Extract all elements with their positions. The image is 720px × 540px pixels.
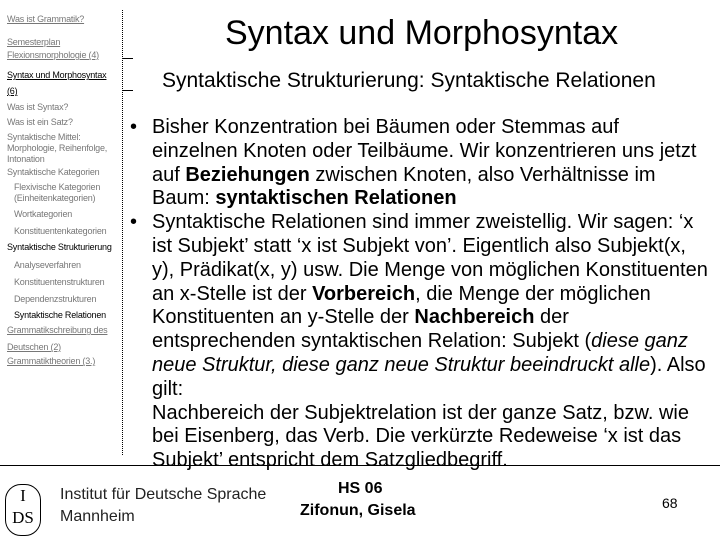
divider — [123, 90, 133, 91]
sidebar-item[interactable]: Was ist Grammatik? — [7, 14, 85, 24]
text-segment: der — [534, 306, 569, 329]
text-segment: Nachbereich der Subjektrelation ist der ganze Satz, bzw. wie — [152, 401, 689, 424]
body-line — [130, 378, 715, 402]
page-number: 68 — [662, 495, 678, 511]
text-segment: entsprechenden syntaktischen Relation: Subjekt ( — [152, 330, 592, 353]
sidebar-item[interactable]: Intonation — [7, 154, 45, 164]
sidebar-item[interactable]: Semesterplan — [7, 37, 61, 47]
sidebar-item[interactable]: Dependenzstrukturen — [14, 294, 97, 304]
sidebar-item[interactable]: Konstituentenkategorien — [14, 226, 107, 236]
sidebar-item[interactable]: Syntaktische Strukturierung — [7, 242, 112, 252]
sidebar-item[interactable]: Syntaktische Relationen — [14, 310, 106, 320]
text-segment: Baum: — [152, 187, 216, 210]
body-line — [130, 187, 715, 211]
sidebar-item[interactable]: Syntaktische Mittel: — [7, 132, 81, 142]
body-line — [130, 354, 715, 378]
sidebar-item[interactable]: Grammatiktheorien (3.) — [7, 356, 96, 366]
text-segment: zwischen Knoten, also Verhältnisse im — [309, 163, 656, 186]
text-segment: syntaktischen Relationen — [215, 187, 457, 210]
body-line — [130, 449, 715, 473]
city-label: Mannheim — [60, 508, 135, 525]
sidebar-item[interactable]: (6) — [7, 86, 18, 96]
sidebar-item[interactable]: Was ist ein Satz? — [7, 117, 73, 127]
sidebar-divider — [122, 10, 123, 455]
sidebar-item[interactable]: Flexivische Kategorien — [14, 182, 101, 192]
text-segment: Subjekt’ entspricht dem Satzgliedbegriff. — [152, 449, 508, 472]
sidebar-item[interactable]: Morphologie, Reihenfolge, — [7, 143, 108, 153]
text-segment: gilt: — [152, 377, 184, 400]
body-line — [130, 402, 715, 426]
author-label: Zifonun, Gisela — [300, 502, 416, 519]
body-line — [130, 259, 715, 283]
body-line — [130, 306, 715, 330]
text-segment: , die Menge der möglichen — [415, 282, 651, 305]
body-line — [130, 330, 715, 354]
bullet-icon: • — [130, 116, 138, 138]
text-segment: Nachbereich — [414, 306, 535, 329]
text-segment: ist Subjekt’ statt ‘x ist Subjekt von’. Eigentlich also Subjekt(x, — [152, 234, 686, 257]
text-segment: einzelnen Knoten oder Teilbäume. Wir konzentrieren uns jetzt — [152, 139, 697, 162]
institute-name — [60, 484, 266, 528]
body-line — [130, 164, 715, 188]
body-line — [130, 283, 715, 307]
divider — [123, 58, 133, 59]
institute-label: Institut für Deutsche Sprache — [60, 486, 267, 503]
text-segment: neue Struktur, diese ganz neue Struktur beeindruckt alle — [152, 353, 651, 376]
text-segment: an x-Stelle ist der — [152, 282, 313, 305]
text-segment: y), Prädikat(x, y) usw. Die Menge von möglichen Konstituenten — [152, 258, 708, 281]
text-segment: Bisher Konzentration bei Bäumen oder Stemmas auf — [152, 116, 619, 138]
sidebar-item[interactable]: Konstituentenstrukturen — [14, 277, 105, 287]
text-segment: Konstituenten an y-Stelle der — [152, 306, 415, 329]
sidebar-item[interactable]: Grammatikschreibung des — [7, 325, 108, 335]
sidebar-item[interactable]: Flexionsmorphologie (4) — [7, 50, 99, 60]
sidebar-item[interactable]: Was ist Syntax? — [7, 102, 69, 112]
text-segment: Beziehungen — [185, 163, 310, 186]
body-line — [130, 211, 715, 235]
body-line — [130, 425, 715, 449]
sidebar-item[interactable]: Syntax und Morphosyntax — [7, 70, 107, 80]
course-label: HS 06 — [338, 480, 383, 497]
sidebar-nav — [0, 0, 122, 450]
ids-logo: I DS — [5, 484, 41, 536]
sidebar-item[interactable]: Analyseverfahren — [14, 260, 81, 270]
text-segment: Vorbereich — [312, 282, 416, 305]
sidebar-item[interactable]: Deutschen (2) — [7, 342, 61, 352]
body-line — [130, 116, 715, 140]
text-segment: Syntaktische Relationen sind immer zweistellig. Wir sagen: ‘x — [152, 211, 694, 234]
slide-title: Syntax und Morphosyntax — [225, 14, 619, 52]
bullet-icon: • — [130, 211, 138, 234]
text-segment: diese ganz — [591, 330, 688, 353]
text-segment: auf — [152, 163, 186, 186]
text-segment: bei Eisenberg, das Verb. Die verkürzte Redeweise ‘x ist das — [152, 425, 682, 448]
footer-divider — [0, 465, 720, 466]
body-line — [130, 140, 715, 164]
sidebar-item[interactable]: Wortkategorien — [14, 209, 73, 219]
sidebar-item[interactable]: Syntaktische Kategorien — [7, 167, 100, 177]
text-segment: ). Also — [650, 353, 706, 376]
slide-body — [130, 116, 715, 473]
body-line — [130, 235, 715, 259]
sidebar-item[interactable]: (Einheitenkategorien) — [14, 193, 96, 203]
slide-subtitle: Syntaktische Strukturierung: Syntaktische Relationen — [162, 69, 656, 92]
